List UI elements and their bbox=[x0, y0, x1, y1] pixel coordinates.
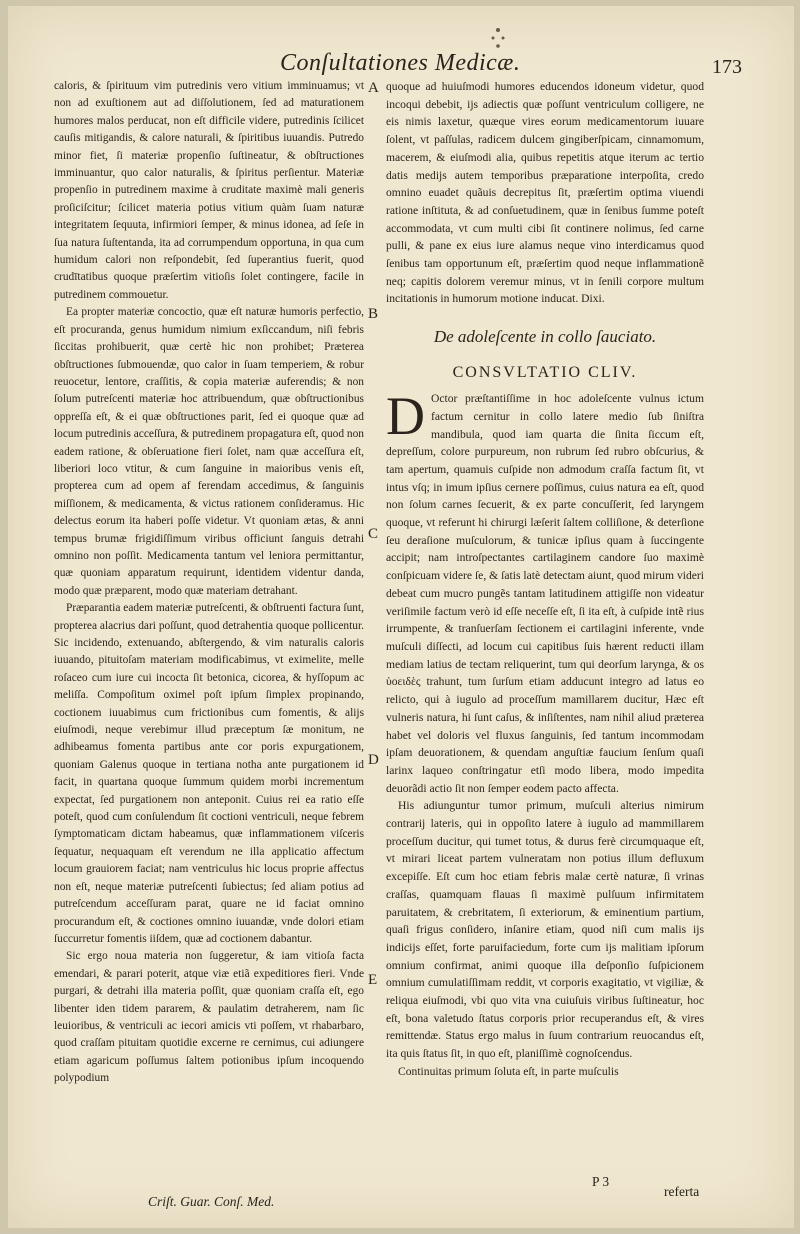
book-page bbox=[8, 6, 794, 1228]
left-column bbox=[54, 78, 364, 1088]
right-column bbox=[386, 78, 704, 1081]
signature-mark: P 3 bbox=[592, 1174, 610, 1189]
paragraph: Sic ergo noua materia non ſuggeretur, & iam vitioſa facta emendari, & parari poterit, atque viæ etiã expeditiores fieri. Vnde purgari, & detrahi illa materia poſſit, quæ quoniam craſſa eſt, ego libenter iden tidem pararem, & paulatim detraherem, nam ſic leuioribus, & ventriculi ac iecori amicis vti poſſem, vt rhabarbaro, quod craſſam pituitam quotidie excerne re cernimus, cui adiungere etiam agaricum poſſumus ſaltem potionibus ipſum incoquendo polypodium bbox=[54, 950, 364, 1085]
paragraph: Octor præſtantiſſime in hoc adoleſcente vulnus ictum factum cernitur in collo latere medio ſub ſiniſtra mandibula, quod iam quarta die ſinita ſiccum eſt, depreſſum, colore purpureum, non rubrum ſed rubro obſcurius, & tam apertum, quamuis cuſpide non admodum craſſa factum ſit, vt intus vſq; in imum ipſius cernere poſſimus, cuius natura ea eſt, quod non ſolum carnes ſecuerit, & ex parte concuſſerit, ſed laryngem quoque, vt referunt hi chirurgi læſerit ſaltem colliſione, & deterſione ſeu deraſione muſculorum, & tunicæ ipſius quam à ſuccingente accipit; nam introſpectantes cartilaginem candore ſuo maximè conſpicuam videre ſe, & ſatis latè detectam aiunt, quod mirum videri debeat cum mucro pungẽs tantam latitudinem attigiſſe non videatur veriſimile factum verò id eſſe neceſſe eſt, ſi ita eſt, à cuſpide intẽ rius irrumpente, & tranſuerſam ſectionem ei cartilagini inferente, vnde muſculi diſſecti, ad locum cui capitibus ſuis hærent reducti illam mediam latius de tectam reliquerint, tum qui deorſum larynga, & os ὑοειδὲς trahunt, tum ſurſum etiam adducunt integro ad latus eo relicto, qui à iugulo ad proceſſum mamillarem ducitur, Hæc eſt vulneris natura, hi ſunt caſus, & inſiſtentes, nam nihil aliud præterea habet vel doloris vel fluxus ſanguinis, ſed tantum incommodam ipſam deuorationem, & quendam anguſtiæ faucium ſenſum quaſi larinx laqueo conſtringatur etſi modo libera, modo impedita deuorãdi actio ſit non ſemper eodem pacto affecta. bbox=[386, 392, 704, 795]
paragraph: Ea propter materiæ concoctio, quæ eſt naturæ humoris perfectio, eſt procuranda, genus humidum nimium exſiccandum, niſi febris ſiccitas prohibuerit, quæ certè hic non prohibet; Præterea obſtructiones ſubmouendæ, quo calor in ſuam temperiem, & robur reuocetur, lentore, craſſitis, & copia materiæ auferendis; & non ſolum putreſcenti materiæ hoc attribuendum, quæ obſtructionibus oppreſſa eſt, & ei quæ obſtructiones parit, ſed ei quoque quæ ad locum putredinis acceſſura, & putredinem propagatura eſt, quod non eadem ratione, & obſeruatione fieri ſolet, nam quæ acceſſura eſt, liberiori loco vtitur, & cum ſanguine in maioribus venis eſt, propterea cum ad opem af ferendam accedimus, & ſanguinis miſſionem, & medicamenta, & victus rationem conſideramus. Hic delectus eorum ita haberi poſſe videtur. Vt quoniam ætas, & anni tempus brumæ frigidiſſimum viribus officiunt ſanguis detrahi omnino non poſſit. Medicamenta tantum vel leniora permittantur, quæ quoniam apparatum requirunt, identidem videntur danda, modo quæ præparent, modo quæ materiam detrahant. bbox=[54, 306, 364, 597]
paragraph: His adiunguntur tumor primum, muſculi alterius nimirum contrarij lateris, qui in oppoſito latere à iugulo ad mammillarem proceſſum ducitur, qui tumet totus, & durus ferè circumquaque eſt, vt mirari liceat partem vulneratam non potius illum defluxum excepiſſe. Eſt cum hoc etiam febris malæ certè naturæ, ſi vrinas craſſas, quamquam flauas ſi maximè pulſuum infirmitatem paruitatem, & crebritatem, ſi exteriorum, & eminentium partium, quaſi frigus conſidero, inſanire etiam, quod niſi cum malis ijs indicijs eſſet, forte paruifaciedum, forte cum ijs malitiam ipſorum omnium confirmat, animi quoque illa deſponſio ſuſpicionem omnium cumulatiſſimam reddit, vt corporis exagitatio, vt vigiliæ, & reliqua eiuſmodi, vbi quo vita vna cuiuſuis viribus ſuſtineatur, hoc eſt, bona valetudo ſtatus corporis prior recuperandus eſt, & vires remittendæ. Status ergo malus in ſuum contrarium reuocandus eſt, ita quis ſtatus ſit, in quo eſt, planiſſimè cognoſcendus. bbox=[386, 799, 704, 1061]
paragraph: quoque ad huiuſmodi humores educendos idoneum videtur, quod incoqui debebit, ijs adiectis quæ poſſunt ventriculum colligere, ne eis nimis laxetur, quæque vires eorum medicamentorum iuuare ſolent, vt paſſulas, radicem dulcem gingiberſpicam, cinnamomum, macerem, & eiuſmodi alia, quibus repetitis atque iterum ac tertio datis medijs autem temporibus præparatione interpoſita, credo omnino euadet quãuis decrepitus ſit, præſertim optima viuendi ratione inſtituta, & ad conſuetudinem, quæ in ſenibus ſumme poteſt accommodata, vt cum multi cibi ſit continere nolimus, ſed carne pulli, & pane ex eius iure alamus neque vino interdicamus quod ſenibus tam opportunum eſt, præſertim quod neque inflammationẽ neq; capitis dolorem veremur minus, vt in ſenili corpore multum incitationis in humorum motione inducat. Dixi. bbox=[386, 80, 704, 306]
drop-cap: D bbox=[386, 386, 425, 447]
margin-letter-e: E bbox=[368, 972, 378, 988]
section-heading: De adoleſcente in collo ſauciato. bbox=[433, 327, 657, 347]
paragraph: Præparantia eadem materiæ putreſcenti, & obſtruenti factura ſunt, propterea alacrius dari poſſunt, quod detrahentia quoque pollicentur. Sic incidendo, extenuando, abſtergendo, & vim naturalis caloris iuuando, pituitoſam materiam modificabimus, vt eximelite, melle roſaceo cum iure cui incocta ſit betonica, cicorea, & hyſſopum ac meliſſa. Compoſitum oximel poſt ipſum ſimplex propinando, coctionem iuuabimus cum frictionibus cum fomentis, & alijs eiuſmodi, neque verebimur illud præceptum ſæ monitum, ne adhibeamus fomenta partibus ante cor poris expurgationem, quoniam Galenus quoque in tertiana notha ante purgationem id facit, in quartana quoque ſummum quidem morbi incrementum expectat, ſed purgationem non anteponit. Cuius rei ea ratio eſſe poteſt, quod cum conſulendum ſit coctioni ventriculi, neque febrem ſymptomaticam dictam habeamus, quæ inflammationem viſceris ſequatur, nequaquam eſt verendum ne illa applicatio affectum locum grauiorem faciat; nam ventriculus hic locus proprie affectus non eſt, neque materiæ putreſcenti ſubiectus; ſed aliam potius ad putreſcendum acceſſuram parat, quare ne id faciat omnino procurandum eſt, & coctiones omnino iuuandæ, vnde dolori etiam ſuccurretur fomentis iiſdem, quæ ad coctionem dabantur. bbox=[54, 602, 364, 945]
footer-author-line: Criſt. Guar. Conſ. Med. bbox=[148, 1194, 275, 1209]
consultation-heading: CONSVLTATIO CLIV. bbox=[452, 364, 638, 382]
paragraph: Continuitas primum ſoluta eſt, in parte muſculis bbox=[398, 1064, 619, 1078]
margin-letter-d: D bbox=[368, 752, 379, 768]
paragraph: caloris, & ſpirituum vim putredinis vero vitium imminuamus; vt non ad exuſtionem aut ad diſſolutionem, ſed ad maturationem humores malos perducat, non eſt difficile videre, putredinis ſcilicet cauſis mitigandis, & calore naturali, & ſpiritibus iuuandis. Putredo minor fiet, ſi materiæ propenſio ſuſtineatur, & obſtructiones imminuantur, quo calor naturalis, & ſpiritus perſientur. Materiæ propenſio in putredinem maxime à cruditate maximè mali generis proſiciſcitur; ſcilicet materia potius vitium quàm ſuam naturæ integritatem ſequuta, infirmiori ſemper, & minus idonea, ad ſeſe in ſua natura ſuſtentanda, ita ad corrumpendum opportuna, in qua cum humidum calori non reſpondebit, ſed ſuperantius fuerit, quod crudītatibus quoque præſertim vitioſis ſolet contingere, facile in putredinem commouetur. bbox=[54, 80, 364, 301]
page-number: 173 bbox=[712, 56, 742, 78]
margin-letter-b: B bbox=[368, 306, 379, 322]
running-title: Conſultationes Medicæ. bbox=[280, 50, 521, 76]
margin-letter-a: A bbox=[368, 80, 379, 96]
catchword: referta bbox=[664, 1184, 700, 1199]
margin-letter-c: C bbox=[368, 526, 379, 542]
